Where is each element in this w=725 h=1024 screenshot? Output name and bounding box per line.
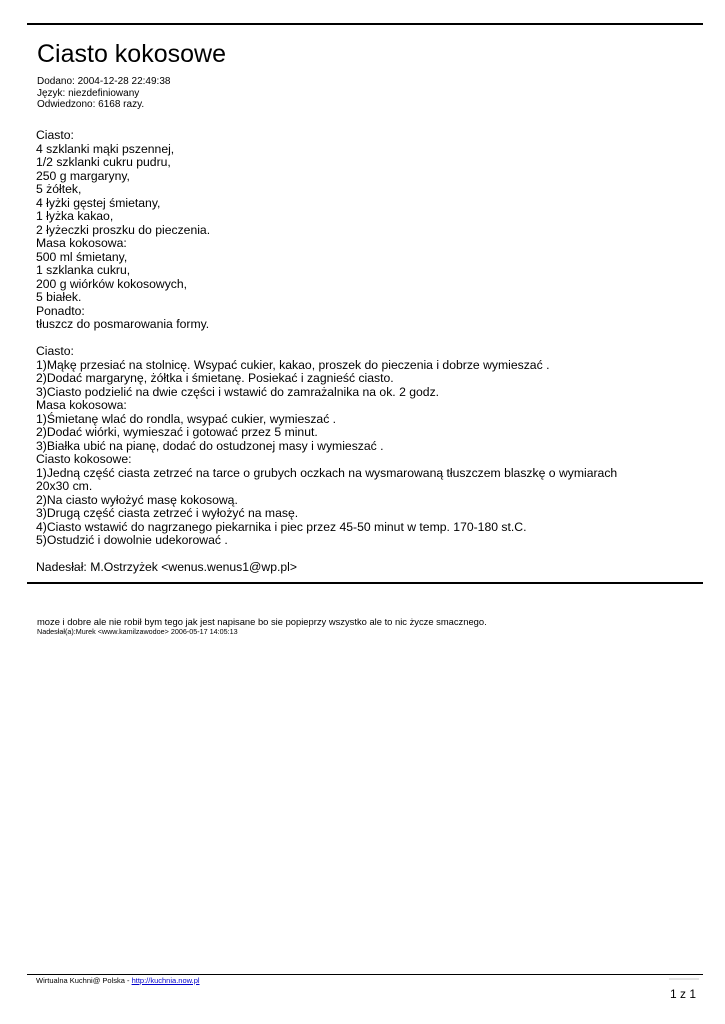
meta-visits: Odwiedzono: 6168 razy. [37,99,145,110]
footer-mark [669,978,699,980]
top-divider [27,23,703,25]
instruction-line: 20x30 cm. [36,479,93,493]
ingredient-line: 4 szklanki mąki pszennej, [36,141,175,156]
ingredient-line: 1 szklanka cukru, [36,263,131,277]
ingredient-line: 5 żółtek, [36,182,82,196]
footer-site-link[interactable]: http://kuchnia.now.pl [131,976,200,985]
ingredient-line: 500 ml śmietany, [36,249,128,264]
comment-signature: Nadesłał(a):Murek <www.kamilzawodoe> 2006-05-17 14:05:13 [37,627,238,636]
ingredient-line: 250 g margaryny, [36,168,130,183]
comment-text: moze i dobre ale nie robił bym tego jak jest napisane bo sie popieprzy wszystko ale to nic życze smacznego. [37,616,487,627]
ingredients-section [36,129,686,332]
ingredient-line: 1/2 szklanki cukru pudru, [36,155,171,169]
instruction-line: 3)Ciasto podzielić na dwie części i wstawić do zamrażalnika na ok. 2 godz. [36,384,440,399]
ingredient-line: tłuszcz do posmarowania formy. [36,317,210,331]
instructions-section [36,345,686,548]
instruction-line: 1)Jedną część ciasta zetrzeć na tarce o grubych oczkach na wysmarowaną tłuszczem blaszkę o wymiarach [36,465,618,480]
instruction-line: 2)Dodać wiórki, wymieszać i gotować przez 5 minut. [36,425,318,439]
instruction-line: 5)Ostudzić i dowolnie udekorować . [36,533,228,547]
instruction-line: 3)Białka ubić na pianę, dodać do ostudzonej masy i wymieszać . [36,438,384,453]
instruction-line: 3)Drugą część ciasta zetrzeć i wyłożyć na masę. [36,506,299,520]
instruction-line: 2)Dodać margarynę, żółtka i śmietanę. Posiekać i zagnieść ciasto. [36,371,394,385]
instruction-line: 2)Na ciasto wyłożyć masę kokosową. [36,492,238,507]
meta-date-added: Dodano: 2004-12-28 22:49:38 [37,76,171,87]
ingredient-line: 5 białek. [36,290,82,304]
section-gap [36,332,686,346]
ingredient-line: Ciasto: [36,128,74,142]
sender-line: Nadesłał: M.Ostrzyżek <wenus.wenus1@wp.pl> [36,560,297,574]
ingredient-line: Ponadto: [36,303,85,318]
instruction-line: 1)Mąkę przesiać na stolnicę. Wsypać cukier, kakao, proszek do pieczenia i dobrze wymieszać . [36,357,550,372]
footer-divider [27,974,703,975]
ingredient-line: 1 łyżka kakao, [36,209,114,223]
footer-site-name: Wirtualna Kuchni@ Polska - [36,976,132,985]
meta-language: Język: niezdefiniowany [37,87,140,99]
recipe-meta [37,76,170,111]
ingredient-line: 4 łyżki gęstej śmietany, [36,195,161,210]
content-divider [27,582,703,584]
instruction-line: Ciasto kokosowe: [36,452,132,466]
ingredient-line: Masa kokosowa: [36,236,127,250]
page-title: Ciasto kokosowe [37,40,226,68]
instruction-line: Ciasto: [36,344,74,358]
footer [36,976,200,985]
ingredient-line: 2 łyżeczki proszku do pieczenia. [36,222,211,237]
instruction-line: 4)Ciasto wstawić do nagrzanego piekarnika i piec przez 45-50 minut w temp. 170-180 st.C. [36,519,527,534]
section-gap [36,548,686,562]
page-number: 1 z 1 [669,987,696,1001]
instruction-line: 1)Śmietanę wlać do rondla, wsypać cukier, wymieszać . [36,411,337,426]
recipe-body [36,129,686,575]
ingredient-line: 200 g wiórków kokosowych, [36,276,188,291]
instruction-line: Masa kokosowa: [36,398,127,412]
